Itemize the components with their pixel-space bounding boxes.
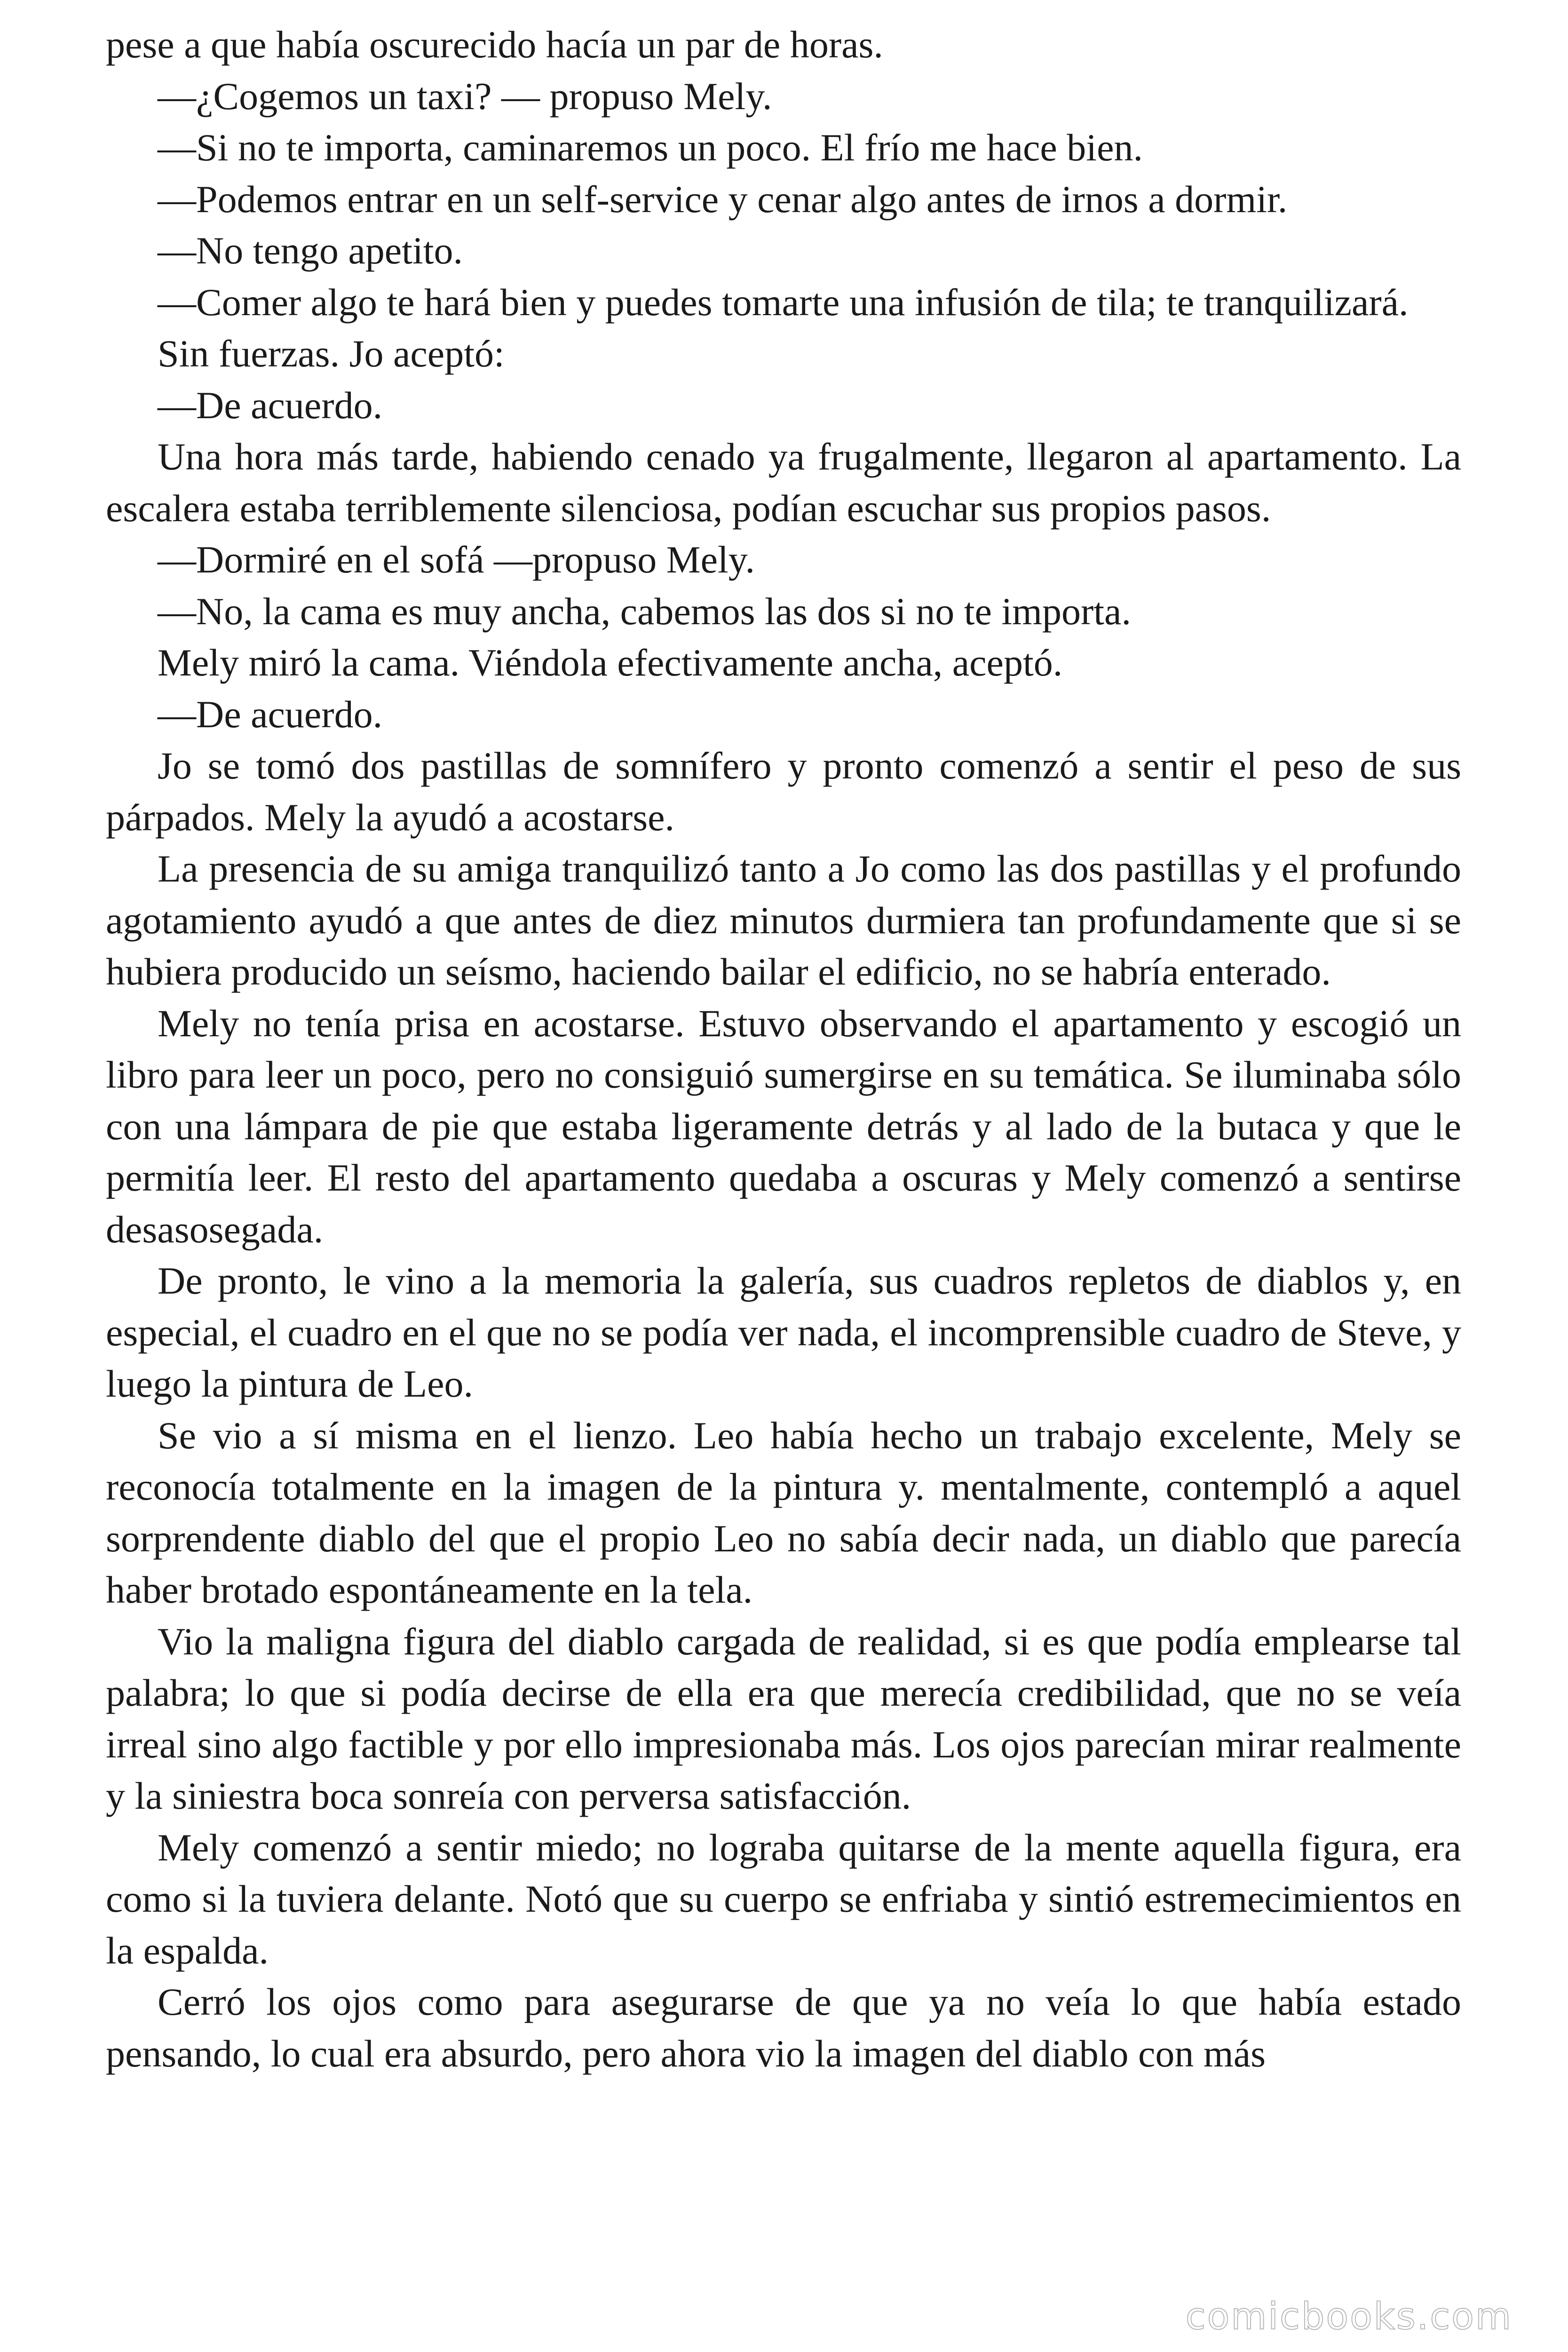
paragraph: De pronto, le vino a la memoria la galería, sus cuadros repletos de diablos y, en especial, el cuadro en el que no se podía ver nada, el incomprensible cuadro de Steve, y luego la pintura de Leo. bbox=[106, 1259, 1461, 1405]
paragraph: Sin fuerzas. Jo aceptó: bbox=[158, 332, 505, 375]
paragraph: Vio la maligna figura del diablo cargada de realidad, si es que podía emplearse tal palabra; lo que si podía decirse de ella era que merecía credibilidad, que no se veía irreal sino algo factible y por ello impresionaba más. Los ojos parecían mirar realmente y la siniestra boca sonreía con perversa satisfacción. bbox=[106, 1620, 1461, 1817]
paragraph: Mely miró la cama. Viéndola efectivamente ancha, aceptó. bbox=[158, 641, 1063, 684]
paragraph: —¿Cogemos un taxi? — propuso Mely. bbox=[158, 74, 772, 118]
paragraph: —Si no te importa, caminaremos un poco. El frío me hace bien. bbox=[158, 126, 1143, 169]
paragraph: Cerró los ojos como para asegurarse de que ya no veía lo que había estado pensando, lo cual era absurdo, pero ahora vio la imagen del diablo con más bbox=[106, 1980, 1461, 2075]
paragraph: La presencia de su amiga tranquilizó tanto a Jo como las dos pastillas y el profundo agotamiento ayudó a que antes de diez minutos durmiera tan profundamente que si se hubiera producido un seísmo, haciendo bailar el edificio, no se habría enterado. bbox=[106, 847, 1461, 993]
paragraph: Mely no tenía prisa en acostarse. Estuvo observando el apartamento y escogió un libro para leer un poco, pero no consiguió sumergirse en su temática. Se iluminaba sólo con una lámpara de pie que estaba ligeramente detrás y al lado de la butaca y que le permitía leer. El resto del apartamento quedaba a oscuras y Mely comenzó a sentirse desasosegada. bbox=[106, 1001, 1461, 1251]
paragraph: —Podemos entrar en un self-service y cenar algo antes de irnos a dormir. bbox=[158, 177, 1288, 221]
paragraph: —De acuerdo. bbox=[158, 692, 383, 736]
paragraph: —No tengo apetito. bbox=[158, 229, 463, 272]
paragraph: Se vio a sí misma en el lienzo. Leo había hecho un trabajo excelente, Mely se reconocía totalmente en la imagen de la pintura y. mentalmente, contempló a aquel sorprendente diablo del que el propio Leo no sabía decir nada, un diablo que parecía haber brotado espontáneamente en la tela. bbox=[106, 1414, 1461, 1611]
paragraph: Jo se tomó dos pastillas de somnífero y pronto comenzó a sentir el peso de sus párpados. Mely la ayudó a acostarse. bbox=[106, 744, 1461, 839]
paragraph: —Dormiré en el sofá —propuso Mely. bbox=[158, 538, 755, 581]
paragraph: —Comer algo te hará bien y puedes tomarte una infusión de tila; te tranquilizará. bbox=[158, 280, 1409, 324]
paragraph: Mely comenzó a sentir miedo; no lograba quitarse de la mente aquella figura, era como si la tuviera delante. Notó que su cuerpo se enfriaba y sintió estremecimientos en la espalda. bbox=[106, 1826, 1461, 1972]
paragraph: —No, la cama es muy ancha, cabemos las dos si no te importa. bbox=[158, 589, 1131, 633]
paragraph: —De acuerdo. bbox=[158, 383, 383, 427]
watermark: comicbooks.com bbox=[1185, 2296, 1513, 2338]
body-text bbox=[106, 19, 1461, 2079]
paragraph: Una hora más tarde, habiendo cenado ya frugalmente, llegaron al apartamento. La escalera estaba terriblemente silenciosa, podían escuchar sus propios pasos. bbox=[106, 435, 1461, 530]
paragraph: pese a que había oscurecido hacía un par de horas. bbox=[106, 23, 883, 66]
